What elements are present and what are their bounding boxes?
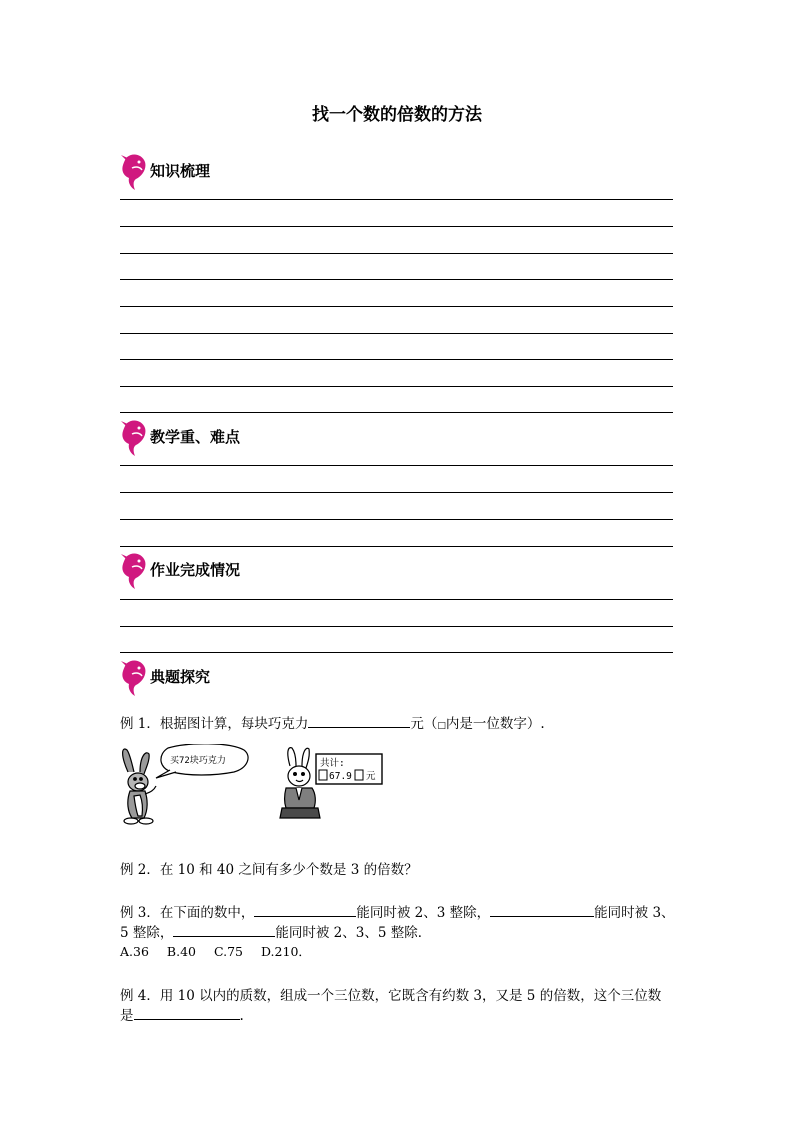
writing-line (120, 199, 673, 200)
answer-blank[interactable] (173, 924, 275, 937)
example-1-text: 例 1．根据图计算，每块巧克力 (120, 716, 309, 732)
answer-blank[interactable] (490, 904, 594, 917)
example-4-line-1: 例 4．用 10 以内的质数，组成一个三位数，它既含有约数 3，又是 5 的倍数，这个三位数 (120, 988, 662, 1004)
example-3-text: 能同时被 3、 (594, 905, 675, 921)
rabbit-speech-illustration (118, 744, 253, 829)
example-2: 例 2．在 10 和 40 之间有多少个数是 3 的倍数？ (120, 862, 418, 878)
sign-unit: 元 (366, 771, 376, 782)
example-3-text: 能同时被 2、3、5 整除． (275, 925, 432, 941)
writing-line (120, 465, 673, 466)
example-1-suffix: 元（ (410, 716, 438, 732)
example-3-options (120, 942, 329, 960)
writing-line (120, 279, 673, 280)
example-3-line-2 (120, 921, 431, 941)
dolphin-icon (118, 418, 148, 458)
dolphin-icon (118, 658, 148, 698)
example-1 (120, 712, 545, 732)
sign-amount: 67.9 (329, 771, 352, 782)
page-title: 找一个数的倍数的方法 (312, 105, 482, 125)
writing-line (120, 386, 673, 387)
box-symbol: □ (437, 721, 446, 731)
writing-line (120, 652, 673, 653)
answer-blank[interactable] (254, 904, 356, 917)
writing-line (120, 546, 673, 547)
option-b: B.40 (166, 944, 196, 959)
sign-label: 共计: (320, 758, 345, 769)
rabbit-sign-illustration (278, 744, 388, 822)
dolphin-icon (118, 551, 148, 591)
dolphin-icon (118, 152, 148, 192)
writing-line (120, 492, 673, 493)
writing-line (120, 519, 673, 520)
writing-line (120, 253, 673, 254)
writing-line (120, 306, 673, 307)
writing-line (120, 599, 673, 600)
example-3-text: 能同时被 2、3 整除， (356, 905, 491, 921)
example-4-line-2 (120, 1004, 244, 1024)
answer-blank[interactable] (308, 715, 410, 728)
section-title: 作业完成情况 (150, 561, 241, 579)
example-1-suffix2: 内是一位数字）. (445, 716, 545, 732)
option-d: D.210． (260, 944, 311, 959)
writing-line (120, 226, 673, 227)
section-title: 典题探究 (150, 668, 211, 686)
example-3-text: 例 3．在下面的数中， (120, 905, 255, 921)
option-a: A.36 (120, 944, 149, 959)
bubble-text: 买72块巧克力 (170, 756, 226, 766)
section-title: 教学重、难点 (150, 428, 241, 446)
example-3-text: 5 整除， (120, 925, 174, 941)
writing-line (120, 333, 673, 334)
answer-blank[interactable] (134, 1007, 240, 1020)
section-title: 知识梳理 (150, 162, 211, 180)
option-c: C.75 (213, 944, 243, 959)
example-4-text: 是 (120, 1008, 134, 1024)
writing-line (120, 626, 673, 627)
writing-line (120, 359, 673, 360)
example-3-line-1 (120, 901, 675, 921)
writing-line (120, 412, 673, 413)
example-4-text: . (239, 1008, 244, 1024)
